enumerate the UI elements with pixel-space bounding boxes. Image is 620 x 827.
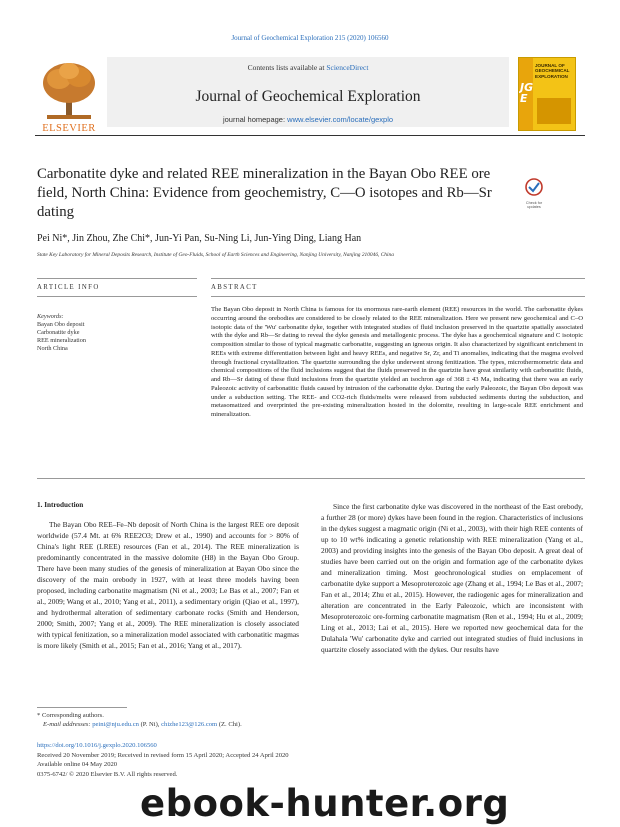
article-info-rule-top <box>37 278 197 279</box>
publisher-name: ELSEVIER <box>42 123 96 134</box>
intro-right-column: Since the first carbonatite dyke was discovered in the northeast of the East orebody, a further 28 (or more) dykes have been found in the region. Characteristics of inclusions in the dykes suggest a magmatic origin (Ni et al., 2003), with their high REE contents of up to 10 wt% indicating a genetic relationship with REE mineralization (Yang et al., 2003) and providing insights into the genesis of the Bayan Obo deposit. A great deal of studies have been carried out on the origin and formation age of the carbonatite dykes and mineralization timing. Most geochronological studies on emplacement of carbonatite dyke support a Mesoproterozoic age (Zhang et al., 1994; Le Bas et al., 2007; Fan et al., 2014; Zhu et al., 2015). However, the radiogenic ages for mineralization and alteration are concentrated in the Early Paleozoic, which are inconsistent with Mesoproterozoic ore-forming carbonatite magmatism (Ren et al., 1994; Hu et al., 2009; Ling et al., 2013; Lai et al., 2015). Here we reported new geochemical data for the Dulahala 'Wu' carbonatite dyke and carried out integrated studies of fluid inclusions in quartzite closely associated with the dykes. Our results have <box>321 502 583 654</box>
corresponding-note: * Corresponding authors. <box>37 712 104 719</box>
available-online: Available online 04 May 2020 <box>37 761 118 769</box>
bibliographic-info <box>37 741 337 779</box>
check-updates-line-1: Check for <box>525 201 543 205</box>
check-for-updates-badge[interactable] <box>521 178 547 210</box>
section-heading: 1. Introduction <box>37 501 84 509</box>
homepage-link[interactable]: www.elsevier.com/locate/gexplo <box>287 115 394 124</box>
keywords-block <box>37 313 187 353</box>
contents-prefix: Contents lists available at <box>247 63 327 72</box>
front-matter-rule <box>37 478 585 479</box>
keywords-label: Keywords: <box>37 313 64 320</box>
journal-title: Journal of Geochemical Exploration <box>195 88 421 105</box>
abstract-label: ABSTRACT <box>211 284 258 291</box>
cover-line-3: EXPLORATION <box>535 73 568 79</box>
contents-line <box>107 63 509 72</box>
journal-masthead <box>35 57 585 136</box>
email-owner-2: (Z. Chi). <box>217 721 242 728</box>
email-label: E-mail addresses: <box>43 721 93 728</box>
article-info-label: ARTICLE INFO <box>37 284 100 291</box>
doi-link[interactable]: https://doi.org/10.1016/j.gexplo.2020.106560 <box>37 742 157 749</box>
keyword-item: Carbonatite dyke <box>37 329 80 336</box>
email-link-2[interactable]: chizhe123@126.com <box>161 721 218 728</box>
journal-reference[interactable]: Journal of Geochemical Exploration 215 (2020) 106560 <box>231 34 389 42</box>
email-link-1[interactable]: peini@nju.edu.cn <box>92 721 139 728</box>
cover-image <box>537 98 571 124</box>
footnote-rule <box>37 707 127 708</box>
abstract-text: The Bayan Obo deposit in North China is famous for its enormous rare-earth element (REE) resources in the world. The carbonatite dykes occurring around the orebodies are considered to be closely related to the REE mineralization. Here we present new geochemical and C–O isotopic data of the 'Wu' carbonatite dyke, together with integrated studies of fluid inclusion preserved in the quartzite spatially associated with the dyke and Rb—Sr dating to reveal the dyke genesis and metallogenic process. The dyke has a geochemical signature and C isotopic composition similar to those of typical magmatic carbonatite, suggesting an igneous origin. It also characterized by significant enrichment in REEs with extreme differentiation between light and heavy REEs, and negative Sr, Zr, and Ti anomalies, indicating that the magma evolved through fractional crystallization. The quartzite surrounding the dyke underwent strong fenitization. The types, microthermometric data and chemical compositions of the fluid inclusions suggest that the fluids preserved in the quartzite have great similarity with carbonatitic fluids, and Rb—Sr dating of these fluid inclusions from the quartzite yielded an isochron age of 368 ± 43 Ma, indicating that there was an early Paleozoic activity of carbonatitic fluids caused by intrusion of the carbonatite dyke. During the early Paleozoic, the Bayan Obo deposit was under a subduction setting. The REE- and CO2-rich fluids/melts were released from subducted sediments during the subduction, and metasomatized and overprinted the pre-existing mineralization hosted in the dolomite, resulting in large-scale REE enrichment and mineralization. <box>211 306 583 418</box>
elsevier-logo[interactable] <box>35 57 103 135</box>
footnotes <box>37 711 299 729</box>
abstract-rule-bottom <box>211 296 585 297</box>
copyright: 0375-6742/ © 2020 Elsevier B.V. All rights reserved. <box>37 770 178 778</box>
check-updates-line-2: updates <box>527 205 541 210</box>
received-dates: Received 20 November 2019; Received in revised form 15 April 2020; Accepted 24 April 2020 <box>37 751 289 759</box>
homepage-prefix: journal homepage: <box>222 115 288 124</box>
homepage-line <box>107 115 509 124</box>
watermark-text: ebook-hunter.org <box>140 782 510 825</box>
journal-cover[interactable] <box>518 57 576 131</box>
cover-line-2: GEOCHEMICAL <box>535 68 570 74</box>
cover-abbrev: JGE <box>520 81 534 105</box>
cover-line-1: JOURNAL OF <box>535 63 565 68</box>
sciencedirect-link[interactable]: ScienceDirect <box>326 63 369 72</box>
abstract-rule-top <box>211 278 585 279</box>
journal-info-box <box>107 57 509 127</box>
check-updates-icon <box>521 178 547 196</box>
article-title: Carbonatite dyke and related REE mineralization in the Bayan Obo REE ore field, North China: Evidence from geochemistry, C—O isotopes and Rb—Sr dating <box>37 166 492 220</box>
affiliation: State Key Laboratory for Mineral Deposits Research, Institute of Geo-Fluids, School of Earth Sciences and Engineering, Nanjing University, Nanjing 210046, China <box>37 252 394 258</box>
keyword-item: North China <box>37 345 68 352</box>
keyword-item: Bayan Obo deposit <box>37 321 85 328</box>
intro-left-column: The Bayan Obo REE–Fe–Nb deposit of North China is the largest REE ore deposit worldwide (57.4 Mt. at 6% REE2O3; Drew et al., 1990) and accounts for > 80% of China's light REE (LREE) resources (Fan et al., 2014). The REE mineralization is predominantly concentrated in the massive dolomite (H8) in the Bayan Obo Group. There have been many studies of the genesis of mineralization at Bayan Obo since the discovery of the main orebody in 1927, with at least three models having been proposed, including carbonatite magmatism (Ni et al., 2003; Le Bas et al., 2007; Fan et al., 2009; Wang et al., 2010; Yang et al., 2011), a sedimentary origin (Qiao et al., 1997), and hydrothermal alteration of sedimentary carbonate rocks (Smith and Henderson, 2000; Smith, 2007; Yang et al., 2009). The REE mineralization is closely associated with typical fenitization, so a mineralization model associated with carbonatitic magmas is more likely (Smith et al., 2015; Fan et al., 2016; Yang et al., 2017). <box>37 520 299 650</box>
email-owner-1: (P. Ni), <box>138 721 162 728</box>
keyword-item: REE mineralization <box>37 337 86 344</box>
author-list: Pei Ni*, Jin Zhou, Zhe Chi*, Jun-Yi Pan, Su-Ning Li, Jun-Ying Ding, Liang Han <box>37 233 362 244</box>
article-info-rule-bottom <box>37 296 197 297</box>
email-line <box>37 720 299 729</box>
